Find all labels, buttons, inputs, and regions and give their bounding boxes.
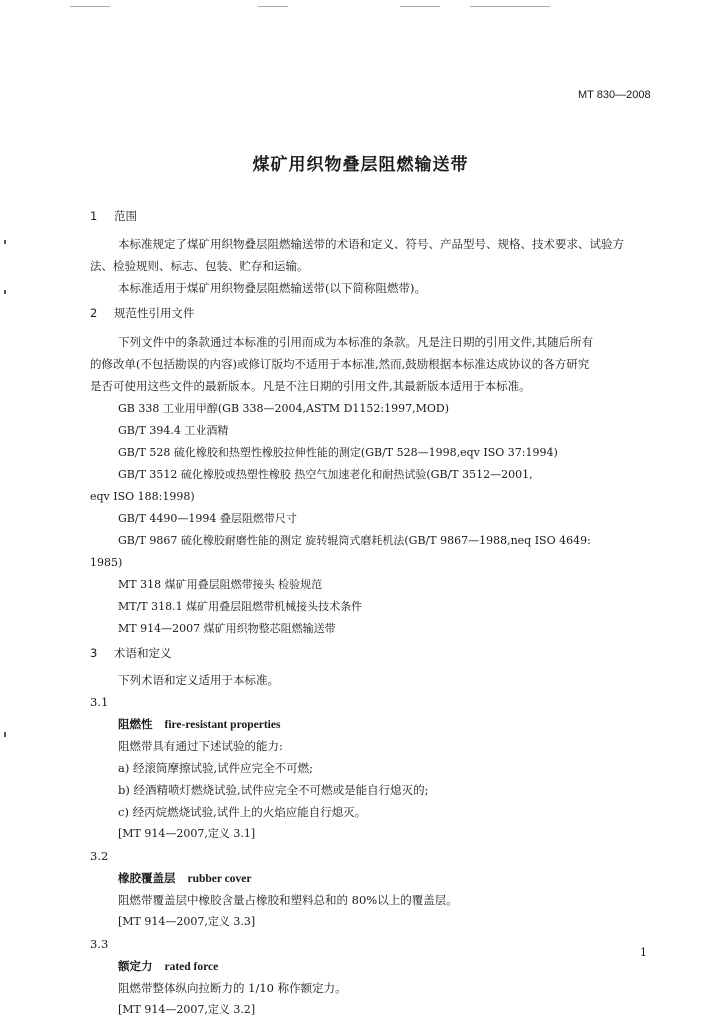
section-number: 3 xyxy=(90,646,98,660)
paragraph-line: 本标准规定了煤矿用织物叠层阻燃输送带的术语和定义、符号、产品型号、规格、技术要求、试验方 xyxy=(118,237,624,251)
term-definition: 阻燃带具有通过下述试验的能力: xyxy=(118,739,283,753)
clause-number: 3.3 xyxy=(90,937,109,951)
paragraph-line: 法、检验规则、标志、包装、贮存和运输。 xyxy=(90,259,309,273)
scan-artifact xyxy=(4,240,6,244)
scan-artifact xyxy=(258,6,288,7)
paragraph-line: 本标准适用于煤矿用织物叠层阻燃输送带(以下简称阻燃带)。 xyxy=(118,281,426,295)
reference-entry: GB 338 工业用甲醇(GB 338—2004,ASTM D1152:1997,MOD) xyxy=(118,402,449,415)
term-source: [MT 914—2007,定义 3.3] xyxy=(118,915,256,928)
term-source: [MT 914—2007,定义 3.1] xyxy=(118,827,256,840)
term-definition: 阻燃带整体纵向拉断力的 1/10 称作额定力。 xyxy=(118,981,347,995)
section-number: 2 xyxy=(90,306,98,320)
list-item: c) 经丙烷燃烧试验,试件上的火焰应能自行熄灭。 xyxy=(118,805,367,819)
scan-artifact xyxy=(70,6,110,7)
list-item: b) 经酒精喷灯燃烧试验,试件应完全不可燃或是能自行熄灭的; xyxy=(118,783,429,797)
reference-entry: MT 318 煤矿用叠层阻燃带接头 检验规范 xyxy=(118,578,323,591)
term-english: fire-resistant properties xyxy=(164,719,281,731)
term-heading xyxy=(118,955,218,978)
page-number: 1 xyxy=(640,946,647,959)
term-source: [MT 914—2007,定义 3.2] xyxy=(118,1003,256,1016)
clause-number: 3.1 xyxy=(90,695,109,709)
term-heading xyxy=(118,867,251,890)
reference-entry: GB/T 3512 硫化橡胶或热塑性橡胶 热空气加速老化和耐热试验(GB/T 3512—2001, xyxy=(118,468,533,481)
reference-entry: GB/T 9867 硫化橡胶耐磨性能的测定 旋转辊筒式磨耗机法(GB/T 9867—1988,neq ISO 4649: xyxy=(118,534,591,547)
reference-entry: MT/T 318.1 煤矿用叠层阻燃带机械接头技术条件 xyxy=(118,600,363,613)
term-english: rated force xyxy=(164,961,219,973)
scan-artifact xyxy=(4,732,6,737)
section-heading-scope xyxy=(90,208,137,224)
section-title: 规范性引用文件 xyxy=(114,306,195,320)
paragraph-line: 是否可使用这些文件的最新版本。凡是不注日期的引用文件,其最新版本适用于本标准。 xyxy=(90,379,531,393)
document-title: 煤矿用织物叠层阻燃输送带 xyxy=(252,155,469,175)
term-chinese: 橡胶覆盖层 xyxy=(118,871,176,885)
term-definition: 阻燃带覆盖层中橡胶含量占橡胶和塑料总和的 80%以上的覆盖层。 xyxy=(118,893,458,907)
section-number: 1 xyxy=(90,209,98,223)
scan-artifact xyxy=(4,290,6,294)
reference-entry: GB/T 394.4 工业酒精 xyxy=(118,424,229,437)
list-item: a) 经滚筒摩擦试验,试件应完全不可燃; xyxy=(118,761,314,775)
term-chinese: 阻燃性 xyxy=(118,717,153,731)
scan-artifact xyxy=(400,6,440,7)
reference-entry: eqv ISO 188:1998) xyxy=(90,490,195,503)
reference-entry: MT 914—2007 煤矿用织物整芯阻燃输送带 xyxy=(118,622,336,635)
reference-entry: GB/T 528 硫化橡胶和热塑性橡胶拉伸性能的测定(GB/T 528—1998,eqv ISO 37:1994) xyxy=(118,446,558,459)
reference-entry: GB/T 4490—1994 叠层阻燃带尺寸 xyxy=(118,512,297,525)
term-english: rubber cover xyxy=(187,873,252,885)
term-chinese: 额定力 xyxy=(118,959,153,973)
section-title: 范围 xyxy=(114,209,137,223)
section-heading-terms-definitions xyxy=(90,645,172,661)
paragraph-line: 的修改单(不包括勘误的内容)或修订版均不适用于本标准,然而,鼓励根据本标准达成协议的各方研究 xyxy=(90,357,590,371)
paragraph-line: 下列文件中的条款通过本标准的引用而成为本标准的条款。凡是注日期的引用文件,其随后所有 xyxy=(118,335,594,349)
section-heading-normative-references xyxy=(90,305,195,321)
reference-entry: 1985) xyxy=(90,556,123,569)
term-heading xyxy=(118,713,280,736)
section-title: 术语和定义 xyxy=(114,646,172,660)
paragraph-line: 下列术语和定义适用于本标准。 xyxy=(118,673,279,687)
document-code: MT 830—2008 xyxy=(578,89,651,101)
clause-number: 3.2 xyxy=(90,849,109,863)
scan-artifact xyxy=(470,6,550,7)
